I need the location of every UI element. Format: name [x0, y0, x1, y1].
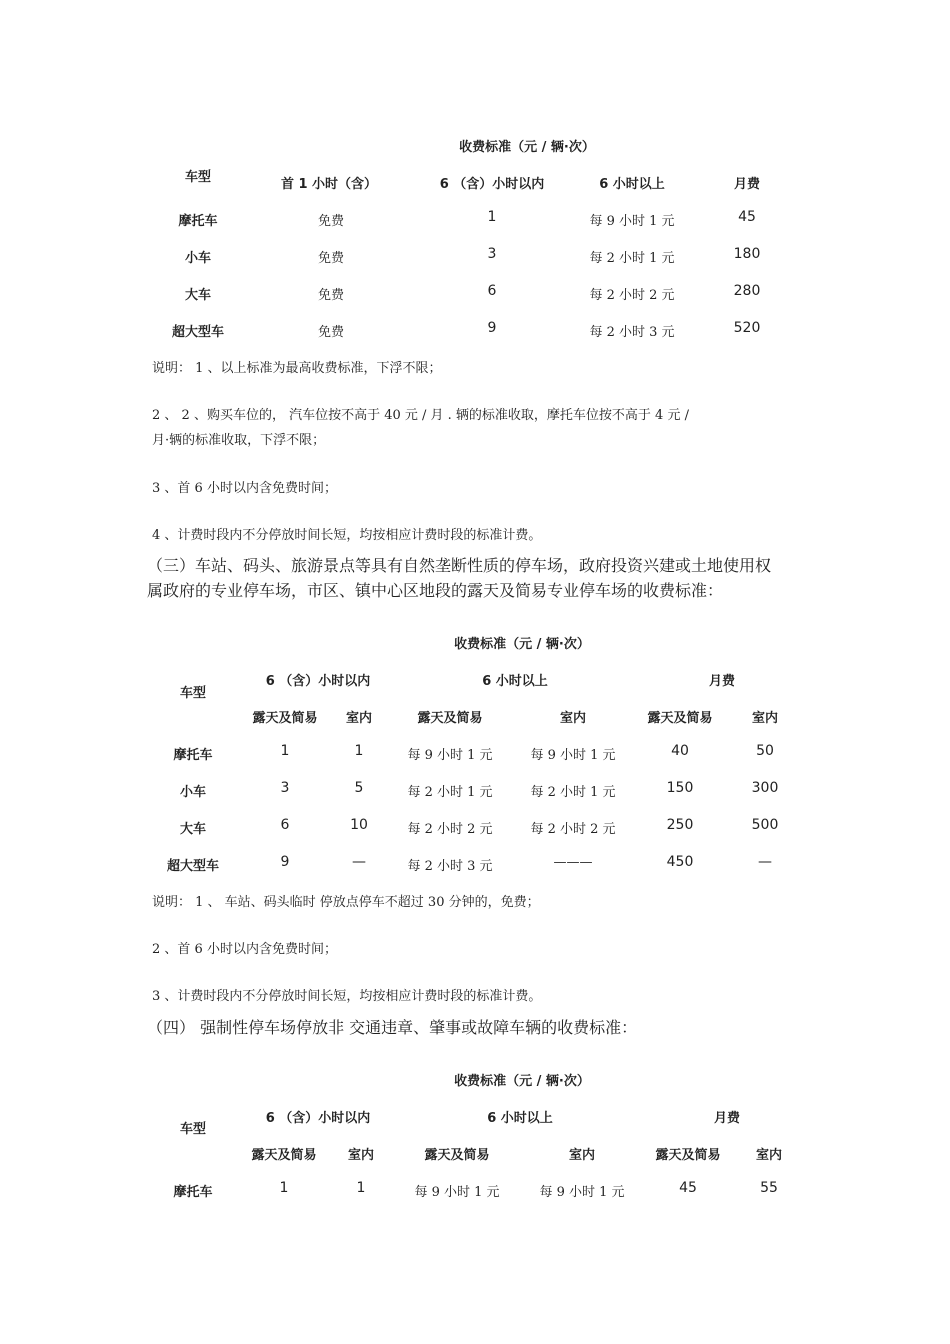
table1-header-within-6h: 6 （含）小时以内 [439, 177, 545, 192]
table1-cell: 45 [738, 209, 756, 225]
table3-header-vehicle-type: 车型 [179, 1122, 207, 1137]
table3-header-within-6h: 6 （含）小时以内 [265, 1111, 371, 1126]
table1-cell: 1 [487, 209, 497, 225]
table2-header-over-6h: 6 小时以上 [482, 674, 548, 689]
table2-cell: 每 9 小时 1 元 [407, 748, 493, 763]
table2-subheader: 室内 [559, 711, 587, 726]
table2-header-monthly: 月费 [708, 674, 736, 689]
table2-subheader: 室内 [751, 711, 779, 726]
table2-cell: 小车 [179, 785, 207, 800]
table1-caption: 收费标准（元 / 辆·次） [459, 140, 595, 155]
table2-cell: 9 [280, 854, 290, 870]
table3-subheader: 室内 [755, 1148, 783, 1163]
section3-heading-line2: 属政府的专业停车场，市区、镇中心区地段的露天及简易专业停车场的收费标准： [147, 581, 724, 600]
note-line: 2 、首 6 小时以内含免费时间； [152, 942, 337, 957]
table2-cell: 50 [756, 743, 774, 759]
table1-cell: 每 9 小时 1 元 [589, 214, 675, 229]
table2-cell: 超大型车 [166, 859, 220, 874]
table1-cell: 超大型车 [171, 325, 225, 340]
table3-subheader: 室内 [347, 1148, 375, 1163]
table3-header-monthly: 月费 [713, 1111, 741, 1126]
table2-cell: 40 [671, 743, 689, 759]
table1-cell: 小车 [184, 251, 212, 266]
note-line: 2 、 2 、购买车位的， 汽车位按不高于 40 元 / 月 . 辆的标准收取，摩托车位按不高于 4 元 / [152, 408, 689, 423]
table2-subheader: 室内 [345, 711, 373, 726]
table2-cell: 3 [280, 780, 290, 796]
table3-subheader: 露天及简易 [251, 1148, 317, 1163]
table1-header-over-6h: 6 小时以上 [599, 177, 665, 192]
table2-cell: 150 [666, 780, 694, 796]
table3-cell: 1 [279, 1180, 289, 1196]
table2-cell: 每 2 小时 2 元 [530, 822, 616, 837]
table1-cell: 180 [733, 246, 761, 262]
note-line: 说明： 1 、 车站、码头临时 停放点停车不超过 30 分钟的，免费； [152, 895, 540, 910]
table2-cell: 摩托车 [173, 748, 213, 763]
table2-subheader: 露天及简易 [252, 711, 318, 726]
table2-cell: ——— [553, 855, 593, 870]
note-line: 说明： 1 、以上标准为最高收费标准，下浮不限； [152, 361, 442, 376]
table1-cell: 每 2 小时 1 元 [589, 251, 675, 266]
section4-heading: （四） 强制性停车场停放非 交通违章、肇事或故障车辆的收费标准： [147, 1018, 638, 1037]
table1-cell: 每 2 小时 2 元 [589, 288, 675, 303]
table2-cell: 每 2 小时 3 元 [407, 859, 493, 874]
table1-cell: 520 [733, 320, 761, 336]
table1-cell: 9 [487, 320, 497, 336]
table2-cell: 大车 [179, 822, 207, 837]
table2-cell: 5 [354, 780, 364, 796]
table1-cell: 免费 [317, 288, 345, 303]
table1-cell: 摩托车 [178, 214, 218, 229]
table3-cell: 摩托车 [173, 1185, 213, 1200]
table2-cell: — [352, 854, 366, 870]
note-line: 4 、计费时段内不分停放时间长短，均按相应计费时段的标准计费。 [152, 528, 542, 543]
table1-header-monthly: 月费 [733, 177, 761, 192]
table2-header-within-6h: 6 （含）小时以内 [265, 674, 371, 689]
section3-heading-line1: （三）车站、码头、旅游景点等具有自然垄断性质的停车场，政府投资兴建或土地使用权 [147, 556, 772, 575]
table2-cell: 450 [666, 854, 694, 870]
table2-header-vehicle-type: 车型 [179, 686, 207, 701]
note-line: 3 、计费时段内不分停放时间长短，均按相应计费时段的标准计费。 [152, 989, 542, 1004]
table2-subheader: 露天及简易 [647, 711, 713, 726]
table1-cell: 每 2 小时 3 元 [589, 325, 675, 340]
table1-cell: 免费 [317, 325, 345, 340]
table1-cell: 3 [487, 246, 497, 262]
table2-cell: 1 [354, 743, 364, 759]
table2-cell: 250 [666, 817, 694, 833]
table3-header-over-6h: 6 小时以上 [487, 1111, 553, 1126]
table2-cell: 300 [751, 780, 779, 796]
note-line: 月·辆的标准收取，下浮不限； [152, 433, 326, 448]
table3-cell: 55 [760, 1180, 778, 1196]
table3-cell: 每 9 小时 1 元 [539, 1185, 625, 1200]
table1-cell: 6 [487, 283, 497, 299]
table3-caption: 收费标准（元 / 辆·次） [454, 1074, 590, 1089]
table1-cell: 大车 [184, 288, 212, 303]
table1-cell: 免费 [317, 251, 345, 266]
table3-cell: 1 [356, 1180, 366, 1196]
note-line: 3 、首 6 小时以内含免费时间； [152, 481, 337, 496]
table1-cell: 280 [733, 283, 761, 299]
table2-cell: 每 2 小时 1 元 [530, 785, 616, 800]
table2-cell: 每 2 小时 1 元 [407, 785, 493, 800]
table1-header-vehicle-type: 车型 [184, 170, 212, 185]
table2-cell: — [758, 854, 772, 870]
table2-cell: 6 [280, 817, 290, 833]
table2-subheader: 露天及简易 [417, 711, 483, 726]
table3-cell: 每 9 小时 1 元 [414, 1185, 500, 1200]
table3-subheader: 露天及简易 [655, 1148, 721, 1163]
table3-cell: 45 [679, 1180, 697, 1196]
table2-cell: 每 9 小时 1 元 [530, 748, 616, 763]
table2-cell: 500 [751, 817, 779, 833]
table3-subheader: 室内 [568, 1148, 596, 1163]
table1-header-first-hour: 首 1 小时（含） [280, 177, 378, 192]
table2-cell: 10 [350, 817, 368, 833]
table2-caption: 收费标准（元 / 辆·次） [454, 637, 590, 652]
table1-cell: 免费 [317, 214, 345, 229]
table2-cell: 1 [280, 743, 290, 759]
table2-cell: 每 2 小时 2 元 [407, 822, 493, 837]
table3-subheader: 露天及简易 [424, 1148, 490, 1163]
